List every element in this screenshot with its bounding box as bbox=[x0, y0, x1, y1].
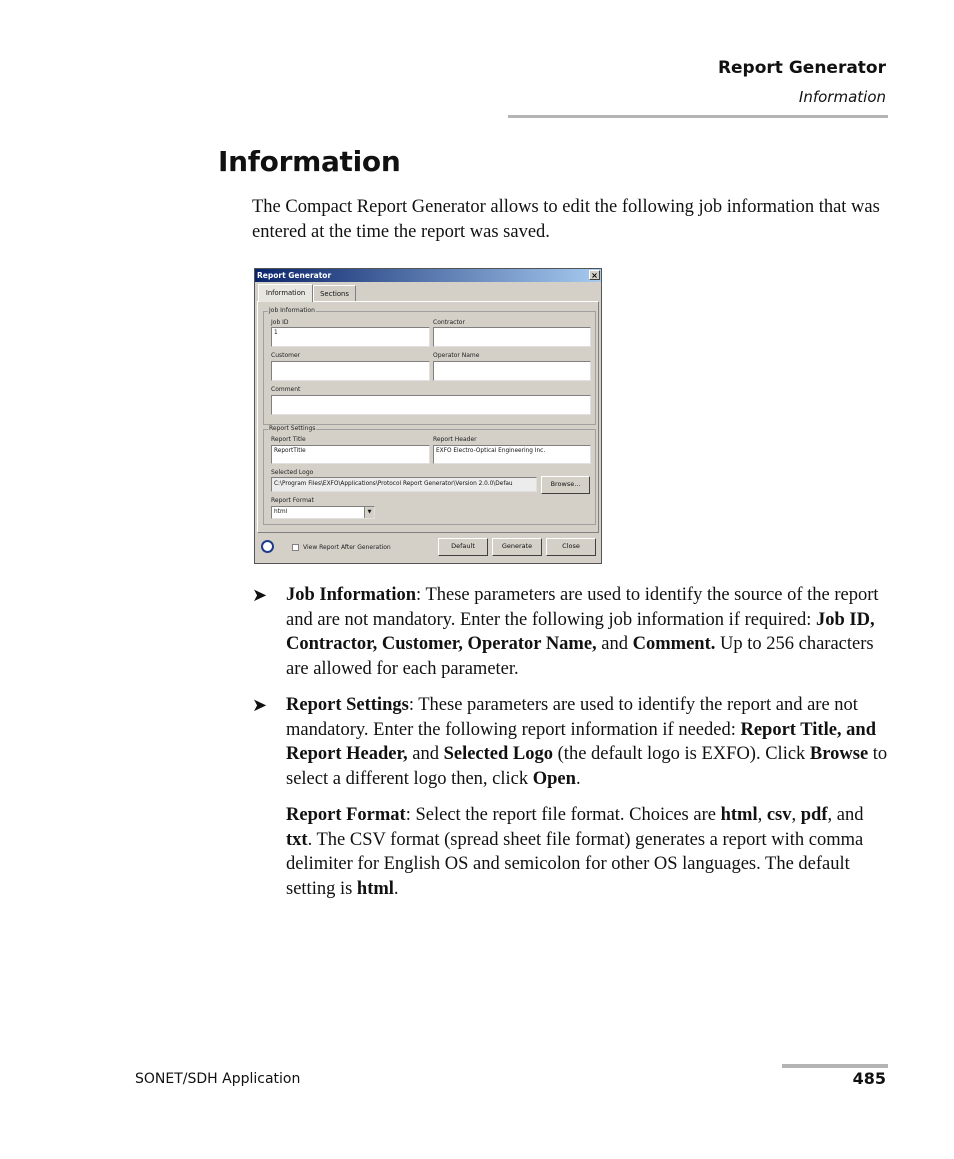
bold-term: Job ID, Contractor, Customer, Operator Name, bbox=[286, 609, 875, 654]
report-settings-group bbox=[263, 425, 596, 525]
job-id-input[interactable]: 1 bbox=[271, 327, 430, 347]
chevron-down-icon[interactable]: ▼ bbox=[364, 507, 374, 518]
report-settings-paragraph: Report Settings: These parameters are used to identify the report and are not mandatory. Enter the following report information if needed: Report Title, and Report Header, and Selected Logo (the default logo is EXFO). Click Browse to select a different logo then, click Open. bbox=[286, 695, 888, 789]
browse-button[interactable]: Browse... bbox=[541, 476, 590, 494]
dialog-titlebar bbox=[255, 269, 601, 282]
job-information-paragraph: Job Information: These parameters are used to identify the source of the report and are not mandatory. Enter the following job information if required: Job ID, Contractor, Customer, Operator Name, and Comment. Up to 256 characters are allowed for each parameter. bbox=[286, 585, 879, 679]
job-id-label: Job ID bbox=[271, 319, 289, 326]
report-format-select[interactable] bbox=[271, 506, 375, 519]
tab-sections[interactable]: Sections bbox=[313, 285, 356, 302]
bold-term: Comment. bbox=[632, 634, 716, 654]
generate-button[interactable]: Generate bbox=[492, 538, 542, 556]
bold-term: pdf bbox=[800, 805, 828, 825]
header-section-title: Report Generator bbox=[717, 58, 886, 78]
job-information-legend: Job Information bbox=[269, 307, 315, 314]
report-title-label: Report Title bbox=[271, 436, 306, 443]
close-icon[interactable]: × bbox=[589, 270, 600, 280]
bold-term: Report Title, and Report Header, bbox=[286, 719, 876, 764]
exfo-logo-icon[interactable] bbox=[261, 540, 274, 553]
close-button[interactable]: Close bbox=[546, 538, 596, 556]
intro-paragraph: The Compact Report Generator allows to edit the following job information that was entered at the time the report was saved. bbox=[252, 197, 880, 242]
bold-term: csv bbox=[766, 805, 792, 825]
bold-term: html bbox=[720, 805, 758, 825]
footer-rule bbox=[782, 1064, 888, 1068]
information-panel bbox=[257, 301, 599, 533]
comment-input[interactable] bbox=[271, 395, 591, 415]
bold-term: Report Format bbox=[286, 805, 406, 825]
report-settings-legend: Report Settings bbox=[269, 425, 316, 432]
report-generator-dialog bbox=[254, 268, 602, 564]
customer-input[interactable] bbox=[271, 361, 430, 381]
report-format-value: html bbox=[274, 509, 288, 515]
selected-logo-input[interactable]: C:\Program Files\EXFO\Applications\Protocol Report Generator\Version 2.0.0\Defau bbox=[271, 477, 537, 492]
selected-logo-label: Selected Logo bbox=[271, 469, 314, 476]
operator-name-label: Operator Name bbox=[433, 352, 480, 359]
report-header-label: Report Header bbox=[433, 436, 477, 443]
report-format-label: Report Format bbox=[271, 497, 314, 504]
bullet-arrow-icon: ➤ bbox=[252, 695, 268, 715]
operator-name-input[interactable] bbox=[433, 361, 591, 381]
comment-label: Comment bbox=[271, 386, 301, 393]
bold-term: html bbox=[356, 878, 394, 899]
header-rule bbox=[508, 115, 888, 118]
bold-term: Open bbox=[532, 768, 576, 789]
view-report-label: View Report After Generation bbox=[303, 544, 391, 551]
footer-section: SONET/SDH Application bbox=[135, 1071, 301, 1087]
bold-term: txt bbox=[286, 829, 308, 850]
contractor-input[interactable] bbox=[433, 327, 591, 347]
bold-term: Selected Logo bbox=[443, 744, 554, 764]
report-title-input[interactable]: ReportTitle bbox=[271, 445, 430, 464]
bold-term: Report Settings bbox=[286, 695, 409, 715]
dialog-title: Report Generator bbox=[257, 271, 332, 280]
page-title: Information bbox=[218, 145, 401, 178]
bold-term: Job Information bbox=[286, 585, 417, 605]
job-information-group bbox=[263, 307, 596, 425]
report-format-paragraph: Report Format: Select the report file format. Choices are html, csv, pdf, and txt. The CSV format (spread sheet file format) generates a report with comma delimiter for English OS and semicolon for other OS languages. The default setting is html. bbox=[286, 805, 864, 899]
header-subsection: Information bbox=[798, 88, 886, 106]
page-number: 485 bbox=[852, 1069, 886, 1088]
view-report-checkbox[interactable] bbox=[292, 544, 299, 551]
tab-information[interactable]: Information bbox=[258, 284, 313, 302]
bullet-arrow-icon: ➤ bbox=[252, 585, 268, 605]
bold-term: Browse bbox=[809, 744, 869, 764]
default-button[interactable]: Default bbox=[438, 538, 488, 556]
customer-label: Customer bbox=[271, 352, 301, 359]
report-header-input[interactable]: EXFO Electro-Optical Engineering Inc. bbox=[433, 445, 591, 464]
contractor-label: Contractor bbox=[433, 319, 465, 326]
